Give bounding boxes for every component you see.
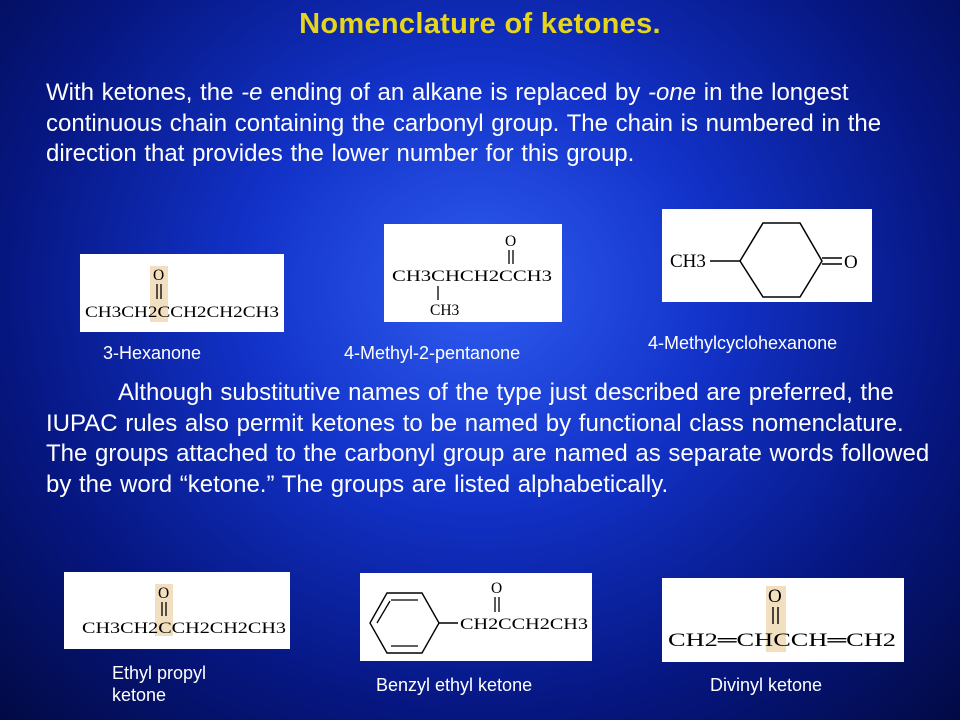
carbonyl-oxygen: O: [844, 252, 858, 273]
name-ethyl-propyl-ketone: Ethyl propyl ketone: [112, 663, 207, 705]
structure-divinyl-ketone: [662, 578, 904, 662]
intro-text-2: ending of an alkane is replaced by: [262, 79, 649, 106]
carbonyl-oxygen: O: [153, 267, 165, 284]
formula: CH3CH2CCH2CH2CH3: [82, 620, 287, 637]
formula: CH3CHCH2CCH3: [392, 268, 553, 285]
intro-text-3: in the longest continuous chain containing the carbonyl group. The chain is numbered in the direction that provides the lower number for this group.: [46, 79, 882, 167]
intro-paragraph: [46, 78, 946, 170]
structure-3-hexanone: [80, 254, 284, 332]
methyl-group: CH3: [670, 251, 706, 272]
name-3-hexanone: 3-Hexanone: [103, 343, 202, 363]
formula: CH2CCH2CH3: [460, 616, 589, 633]
formula: CH3CH2CCH2CH2CH3: [85, 304, 280, 321]
structure-benzyl-ethyl-ketone: [360, 573, 592, 661]
ending-e: -e: [241, 79, 263, 106]
carbonyl-oxygen: O: [505, 233, 517, 250]
formula: CH2═CHCCH═CH2: [668, 630, 896, 651]
structure-4-methylcyclohexanone: [662, 209, 872, 302]
carbonyl-oxygen: O: [491, 580, 503, 597]
name-4-methylcyclohexanone: 4-Methylcyclohexanone: [648, 333, 838, 353]
functional-class-paragraph: Although substitutive names of the type just described are preferred, the IUPAC rules also permit ketones to be named by functional class nomenclature. The groups attached to the carbonyl group are named as separate words followed by the word “ketone.” The groups are listed alphabetically.: [46, 379, 930, 498]
carbonyl-oxygen: O: [768, 586, 782, 607]
name-divinyl-ketone: Divinyl ketone: [710, 675, 823, 695]
carbonyl-oxygen: O: [158, 585, 170, 602]
name-4-methyl-2-pentanone: 4-Methyl-2-pentanone: [344, 343, 521, 363]
ending-one: -one: [648, 79, 697, 106]
structure-ethyl-propyl-ketone: [64, 572, 290, 649]
structure-4-methyl-2-pentanone: [384, 224, 562, 322]
slide-title: Nomenclature of ketones.: [299, 8, 661, 40]
name-benzyl-ethyl-ketone: Benzyl ethyl ketone: [376, 675, 533, 695]
intro-text-1: With ketones, the: [46, 79, 242, 106]
branch-methyl: CH3: [430, 302, 460, 319]
